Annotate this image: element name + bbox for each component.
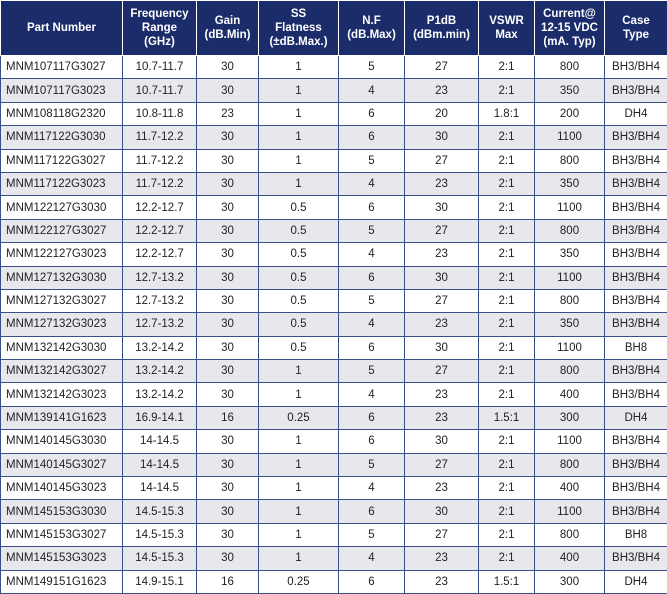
header-p1db (405, 1, 479, 56)
cell-noise-figure: 4 (339, 313, 405, 336)
cell-ss-flatness: 1 (259, 126, 339, 149)
cell-case-type: BH3/BH4 (605, 79, 667, 102)
table-row (1, 79, 667, 102)
cell-noise-figure: 6 (339, 102, 405, 125)
cell-gain: 30 (197, 289, 259, 312)
cell-gain: 30 (197, 266, 259, 289)
cell-ss-flatness: 1 (259, 547, 339, 570)
table-row (1, 243, 667, 266)
cell-case-type: BH3/BH4 (605, 266, 667, 289)
cell-frequency-range: 12.2-12.7 (123, 196, 197, 219)
cell-current: 350 (535, 79, 605, 102)
cell-ss-flatness: 0.25 (259, 406, 339, 429)
cell-p1db: 23 (405, 383, 479, 406)
cell-noise-figure: 5 (339, 360, 405, 383)
cell-part-number: MNM127132G3027 (1, 289, 123, 312)
table-row (1, 172, 667, 195)
header-line: (dB.Max) (341, 28, 402, 42)
cell-frequency-range: 16.9-14.1 (123, 406, 197, 429)
cell-gain: 16 (197, 406, 259, 429)
cell-vswr: 1.8:1 (479, 102, 535, 125)
cell-frequency-range: 10.7-11.7 (123, 56, 197, 79)
cell-part-number: MNM140145G3030 (1, 430, 123, 453)
cell-p1db: 23 (405, 243, 479, 266)
cell-frequency-range: 12.7-13.2 (123, 313, 197, 336)
table-row (1, 430, 667, 453)
cell-frequency-range: 14-14.5 (123, 477, 197, 500)
cell-vswr: 2:1 (479, 523, 535, 546)
cell-current: 300 (535, 406, 605, 429)
cell-vswr: 2:1 (479, 56, 535, 79)
header-line: Flatness (261, 21, 336, 35)
cell-ss-flatness: 1 (259, 523, 339, 546)
cell-frequency-range: 13.2-14.2 (123, 383, 197, 406)
cell-current: 400 (535, 477, 605, 500)
cell-noise-figure: 5 (339, 149, 405, 172)
cell-vswr: 2:1 (479, 360, 535, 383)
cell-gain: 30 (197, 219, 259, 242)
cell-p1db: 27 (405, 219, 479, 242)
cell-p1db: 30 (405, 126, 479, 149)
cell-p1db: 27 (405, 360, 479, 383)
cell-ss-flatness: 0.5 (259, 266, 339, 289)
cell-current: 1100 (535, 126, 605, 149)
cell-case-type: BH8 (605, 336, 667, 359)
cell-ss-flatness: 0.5 (259, 289, 339, 312)
cell-vswr: 2:1 (479, 243, 535, 266)
cell-frequency-range: 11.7-12.2 (123, 126, 197, 149)
cell-gain: 30 (197, 336, 259, 359)
cell-vswr: 2:1 (479, 266, 535, 289)
cell-vswr: 2:1 (479, 453, 535, 476)
cell-case-type: DH4 (605, 406, 667, 429)
cell-p1db: 23 (405, 313, 479, 336)
cell-p1db: 27 (405, 523, 479, 546)
cell-part-number: MNM132142G3027 (1, 360, 123, 383)
cell-p1db: 30 (405, 430, 479, 453)
cell-current: 1100 (535, 266, 605, 289)
cell-p1db: 23 (405, 477, 479, 500)
cell-gain: 30 (197, 360, 259, 383)
cell-case-type: BH3/BH4 (605, 313, 667, 336)
cell-gain: 30 (197, 243, 259, 266)
cell-vswr: 1.5:1 (479, 406, 535, 429)
cell-p1db: 23 (405, 406, 479, 429)
cell-gain: 30 (197, 196, 259, 219)
header-line: Type (607, 28, 665, 42)
cell-vswr: 2:1 (479, 430, 535, 453)
cell-noise-figure: 4 (339, 383, 405, 406)
cell-noise-figure: 6 (339, 126, 405, 149)
cell-gain: 30 (197, 430, 259, 453)
cell-ss-flatness: 0.5 (259, 196, 339, 219)
cell-part-number: MNM132142G3030 (1, 336, 123, 359)
cell-ss-flatness: 0.25 (259, 570, 339, 593)
cell-gain: 30 (197, 547, 259, 570)
cell-vswr: 2:1 (479, 336, 535, 359)
cell-gain: 30 (197, 56, 259, 79)
cell-vswr: 2:1 (479, 500, 535, 523)
cell-gain: 30 (197, 149, 259, 172)
cell-gain: 30 (197, 79, 259, 102)
cell-gain: 30 (197, 523, 259, 546)
header-line: (dB.Min) (199, 28, 256, 42)
cell-ss-flatness: 0.5 (259, 243, 339, 266)
cell-ss-flatness: 1 (259, 360, 339, 383)
header-line: Gain (199, 14, 256, 28)
header-noise-figure (339, 1, 405, 56)
header-line: Max (481, 28, 532, 42)
cell-frequency-range: 11.7-12.2 (123, 149, 197, 172)
cell-noise-figure: 5 (339, 219, 405, 242)
header-vswr (479, 1, 535, 56)
cell-case-type: BH3/BH4 (605, 172, 667, 195)
cell-part-number: MNM149151G1623 (1, 570, 123, 593)
table-row (1, 336, 667, 359)
cell-case-type: BH3/BH4 (605, 547, 667, 570)
cell-part-number: MNM127132G3030 (1, 266, 123, 289)
cell-p1db: 23 (405, 79, 479, 102)
cell-frequency-range: 12.2-12.7 (123, 243, 197, 266)
cell-part-number: MNM117122G3030 (1, 126, 123, 149)
cell-part-number: MNM107117G3027 (1, 56, 123, 79)
header-line: (±dB.Max.) (261, 35, 336, 49)
cell-ss-flatness: 1 (259, 430, 339, 453)
cell-noise-figure: 5 (339, 56, 405, 79)
cell-case-type: BH3/BH4 (605, 149, 667, 172)
cell-vswr: 1.5:1 (479, 570, 535, 593)
cell-part-number: MNM117122G3023 (1, 172, 123, 195)
cell-case-type: BH3/BH4 (605, 126, 667, 149)
cell-part-number: MNM140145G3023 (1, 477, 123, 500)
header-case-type (605, 1, 667, 56)
cell-p1db: 30 (405, 336, 479, 359)
table-row (1, 360, 667, 383)
cell-noise-figure: 5 (339, 289, 405, 312)
cell-p1db: 30 (405, 196, 479, 219)
cell-frequency-range: 14-14.5 (123, 453, 197, 476)
header-line: P1dB (407, 14, 476, 28)
cell-ss-flatness: 1 (259, 102, 339, 125)
cell-noise-figure: 4 (339, 243, 405, 266)
cell-gain: 30 (197, 453, 259, 476)
header-line: N.F (341, 14, 402, 28)
cell-p1db: 27 (405, 56, 479, 79)
header-line: SS (261, 7, 336, 21)
cell-frequency-range: 14.5-15.3 (123, 500, 197, 523)
table-row (1, 547, 667, 570)
cell-frequency-range: 12.2-12.7 (123, 219, 197, 242)
cell-case-type: BH8 (605, 523, 667, 546)
cell-current: 400 (535, 383, 605, 406)
cell-noise-figure: 6 (339, 570, 405, 593)
cell-frequency-range: 11.7-12.2 (123, 172, 197, 195)
table-row (1, 570, 667, 593)
cell-case-type: BH3/BH4 (605, 383, 667, 406)
cell-case-type: BH3/BH4 (605, 196, 667, 219)
table-row (1, 289, 667, 312)
header-ss-flatness (259, 1, 339, 56)
cell-current: 800 (535, 453, 605, 476)
table-row (1, 477, 667, 500)
cell-p1db: 27 (405, 149, 479, 172)
cell-part-number: MNM145153G3023 (1, 547, 123, 570)
cell-part-number: MNM132142G3023 (1, 383, 123, 406)
header-part-number (1, 1, 123, 56)
cell-ss-flatness: 1 (259, 500, 339, 523)
cell-frequency-range: 13.2-14.2 (123, 360, 197, 383)
cell-part-number: MNM108118G2320 (1, 102, 123, 125)
cell-vswr: 2:1 (479, 79, 535, 102)
header-line: (dBm.min) (407, 28, 476, 42)
cell-ss-flatness: 1 (259, 56, 339, 79)
table-row (1, 149, 667, 172)
cell-noise-figure: 6 (339, 266, 405, 289)
cell-ss-flatness: 1 (259, 172, 339, 195)
cell-frequency-range: 13.2-14.2 (123, 336, 197, 359)
cell-case-type: BH3/BH4 (605, 56, 667, 79)
cell-frequency-range: 14.9-15.1 (123, 570, 197, 593)
header-line: Part Number (3, 21, 120, 35)
cell-noise-figure: 4 (339, 172, 405, 195)
cell-case-type: DH4 (605, 570, 667, 593)
cell-current: 800 (535, 56, 605, 79)
header-gain (197, 1, 259, 56)
cell-gain: 30 (197, 477, 259, 500)
header-frequency-range (123, 1, 197, 56)
cell-case-type: DH4 (605, 102, 667, 125)
table-row (1, 383, 667, 406)
cell-p1db: 27 (405, 453, 479, 476)
cell-current: 350 (535, 243, 605, 266)
cell-part-number: MNM145153G3030 (1, 500, 123, 523)
table-row (1, 500, 667, 523)
table-row (1, 196, 667, 219)
cell-frequency-range: 12.7-13.2 (123, 266, 197, 289)
cell-gain: 23 (197, 102, 259, 125)
cell-case-type: BH3/BH4 (605, 360, 667, 383)
cell-p1db: 23 (405, 547, 479, 570)
header-line: Range (125, 21, 194, 35)
cell-noise-figure: 4 (339, 547, 405, 570)
header-line: VSWR (481, 14, 532, 28)
cell-case-type: BH3/BH4 (605, 289, 667, 312)
cell-part-number: MNM122127G3027 (1, 219, 123, 242)
cell-part-number: MNM127132G3023 (1, 313, 123, 336)
header-line: Case (607, 14, 665, 28)
table-row (1, 523, 667, 546)
cell-noise-figure: 6 (339, 406, 405, 429)
cell-noise-figure: 5 (339, 523, 405, 546)
cell-current: 1100 (535, 196, 605, 219)
cell-case-type: BH3/BH4 (605, 453, 667, 476)
cell-current: 800 (535, 289, 605, 312)
table-row (1, 56, 667, 79)
cell-current: 800 (535, 523, 605, 546)
cell-noise-figure: 5 (339, 453, 405, 476)
header-line: (GHz) (125, 35, 194, 49)
cell-case-type: BH3/BH4 (605, 477, 667, 500)
cell-vswr: 2:1 (479, 383, 535, 406)
cell-gain: 30 (197, 172, 259, 195)
cell-ss-flatness: 0.5 (259, 313, 339, 336)
header-line: 12-15 VDC (537, 21, 602, 35)
table-body (1, 56, 667, 594)
cell-case-type: BH3/BH4 (605, 500, 667, 523)
cell-vswr: 2:1 (479, 126, 535, 149)
header-row (1, 1, 667, 56)
cell-frequency-range: 14.5-15.3 (123, 547, 197, 570)
table-row (1, 406, 667, 429)
cell-vswr: 2:1 (479, 196, 535, 219)
cell-current: 1100 (535, 430, 605, 453)
cell-p1db: 30 (405, 500, 479, 523)
cell-current: 800 (535, 219, 605, 242)
header-line: (mA. Typ) (537, 35, 602, 49)
header-line: Frequency (125, 7, 194, 21)
cell-vswr: 2:1 (479, 219, 535, 242)
table-row (1, 126, 667, 149)
cell-noise-figure: 4 (339, 477, 405, 500)
cell-ss-flatness: 1 (259, 383, 339, 406)
cell-current: 200 (535, 102, 605, 125)
cell-gain: 16 (197, 570, 259, 593)
cell-p1db: 30 (405, 266, 479, 289)
cell-noise-figure: 6 (339, 196, 405, 219)
cell-part-number: MNM139141G1623 (1, 406, 123, 429)
cell-current: 800 (535, 360, 605, 383)
cell-part-number: MNM107117G3023 (1, 79, 123, 102)
cell-vswr: 2:1 (479, 477, 535, 500)
table-row (1, 266, 667, 289)
cell-vswr: 2:1 (479, 313, 535, 336)
cell-p1db: 23 (405, 172, 479, 195)
cell-ss-flatness: 0.5 (259, 219, 339, 242)
cell-case-type: BH3/BH4 (605, 219, 667, 242)
cell-p1db: 20 (405, 102, 479, 125)
cell-noise-figure: 6 (339, 336, 405, 359)
cell-frequency-range: 10.8-11.8 (123, 102, 197, 125)
cell-gain: 30 (197, 500, 259, 523)
cell-frequency-range: 12.7-13.2 (123, 289, 197, 312)
cell-p1db: 23 (405, 570, 479, 593)
cell-vswr: 2:1 (479, 172, 535, 195)
cell-frequency-range: 14.5-15.3 (123, 523, 197, 546)
cell-frequency-range: 10.7-11.7 (123, 79, 197, 102)
cell-current: 350 (535, 313, 605, 336)
cell-vswr: 2:1 (479, 149, 535, 172)
cell-noise-figure: 6 (339, 500, 405, 523)
cell-ss-flatness: 1 (259, 453, 339, 476)
cell-case-type: BH3/BH4 (605, 243, 667, 266)
cell-gain: 30 (197, 383, 259, 406)
cell-p1db: 27 (405, 289, 479, 312)
cell-part-number: MNM140145G3027 (1, 453, 123, 476)
header-current (535, 1, 605, 56)
table-row (1, 453, 667, 476)
cell-gain: 30 (197, 313, 259, 336)
cell-current: 1100 (535, 500, 605, 523)
cell-ss-flatness: 1 (259, 79, 339, 102)
cell-case-type: BH3/BH4 (605, 430, 667, 453)
cell-noise-figure: 6 (339, 430, 405, 453)
cell-part-number: MNM122127G3030 (1, 196, 123, 219)
cell-vswr: 2:1 (479, 547, 535, 570)
cell-part-number: MNM145153G3027 (1, 523, 123, 546)
cell-current: 350 (535, 172, 605, 195)
header-line: Current@ (537, 7, 602, 21)
cell-current: 1100 (535, 336, 605, 359)
cell-part-number: MNM117122G3027 (1, 149, 123, 172)
cell-part-number: MNM122127G3023 (1, 243, 123, 266)
cell-current: 400 (535, 547, 605, 570)
cell-ss-flatness: 0.5 (259, 336, 339, 359)
table-row (1, 102, 667, 125)
cell-vswr: 2:1 (479, 289, 535, 312)
cell-ss-flatness: 1 (259, 149, 339, 172)
table-row (1, 219, 667, 242)
cell-frequency-range: 14-14.5 (123, 430, 197, 453)
cell-gain: 30 (197, 126, 259, 149)
cell-noise-figure: 4 (339, 79, 405, 102)
cell-ss-flatness: 1 (259, 477, 339, 500)
table-row (1, 313, 667, 336)
cell-current: 800 (535, 149, 605, 172)
cell-current: 300 (535, 570, 605, 593)
